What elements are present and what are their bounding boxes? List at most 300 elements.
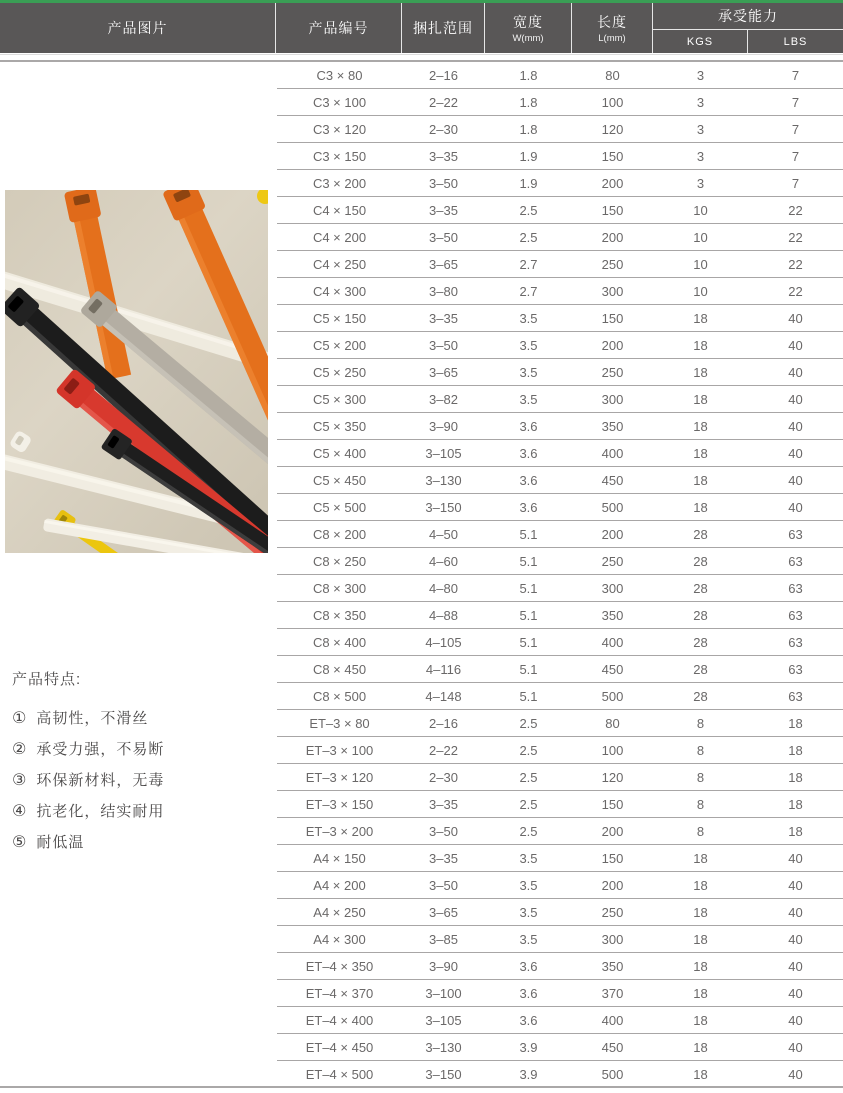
cell-lbs: 40 xyxy=(788,310,803,326)
cell-length: 80 xyxy=(605,67,620,83)
cell-code: C8 × 500 xyxy=(312,688,367,704)
header-width-label: 宽度 xyxy=(513,14,543,30)
cell-range: 4–116 xyxy=(425,661,462,677)
cell-range: 3–80 xyxy=(429,283,458,299)
cell-width: 1.9 xyxy=(519,148,538,164)
cell-code: C5 × 300 xyxy=(312,391,367,407)
cell-length: 250 xyxy=(601,364,624,380)
cell-kgs: 8 xyxy=(696,823,705,839)
cell-range: 3–65 xyxy=(429,904,458,920)
cell-length: 450 xyxy=(601,661,624,677)
cell-length: 200 xyxy=(601,175,624,191)
cell-length: 150 xyxy=(601,796,624,812)
cell-range: 3–35 xyxy=(429,850,458,866)
cell-kgs: 18 xyxy=(693,310,708,326)
cell-length: 300 xyxy=(601,580,624,596)
header-kgs: KGS xyxy=(653,30,748,53)
cell-width: 3.6 xyxy=(519,418,538,434)
cell-range: 3–35 xyxy=(429,796,458,812)
cell-kgs: 10 xyxy=(693,202,708,218)
cell-range: 3–150 xyxy=(425,1067,462,1082)
cell-range: 3–130 xyxy=(425,1039,462,1055)
cell-kgs: 28 xyxy=(693,607,708,623)
table-row xyxy=(277,899,843,926)
cell-lbs: 40 xyxy=(788,364,803,380)
cell-kgs: 10 xyxy=(693,256,708,272)
table-row xyxy=(277,197,843,224)
cell-width: 3.5 xyxy=(519,310,538,326)
cell-range: 4–105 xyxy=(425,634,462,650)
cell-kgs: 18 xyxy=(693,391,708,407)
cell-range: 3–82 xyxy=(429,391,458,407)
cell-code: C8 × 450 xyxy=(312,661,367,677)
cell-code: C5 × 150 xyxy=(312,310,367,326)
table-header xyxy=(0,3,843,53)
feature-item xyxy=(12,702,267,733)
header-width-unit: W(mm) xyxy=(512,33,544,44)
cell-length: 400 xyxy=(601,634,624,650)
cell-code: C3 × 100 xyxy=(312,94,367,110)
cell-kgs: 18 xyxy=(693,364,708,380)
cell-code: C8 × 400 xyxy=(312,634,367,650)
cell-kgs: 10 xyxy=(693,229,708,245)
cell-code: C3 × 80 xyxy=(316,67,363,83)
table-row xyxy=(277,89,843,116)
cell-code: A4 × 300 xyxy=(313,931,366,947)
table-row xyxy=(277,872,843,899)
cell-kgs: 18 xyxy=(693,1067,708,1082)
cell-width: 3.6 xyxy=(519,499,538,515)
cell-kgs: 18 xyxy=(693,472,708,488)
cell-range: 4–50 xyxy=(429,526,458,542)
cell-lbs: 22 xyxy=(788,283,803,299)
cell-range: 2–22 xyxy=(429,94,458,110)
cell-kgs: 28 xyxy=(693,526,708,542)
table-row xyxy=(277,791,843,818)
cell-kgs: 3 xyxy=(696,67,705,83)
header-length-unit: L(mm) xyxy=(598,33,626,44)
cell-width: 3.5 xyxy=(519,850,538,866)
table-row xyxy=(277,251,843,278)
cell-range: 2–30 xyxy=(429,121,458,137)
cell-code: ET–4 × 350 xyxy=(305,958,374,974)
header-capacity xyxy=(653,3,843,53)
cell-length: 250 xyxy=(601,904,624,920)
cell-range: 3–65 xyxy=(429,364,458,380)
cell-length: 400 xyxy=(601,445,624,461)
cell-width: 3.5 xyxy=(519,931,538,947)
cell-range: 3–65 xyxy=(429,256,458,272)
cell-range: 2–22 xyxy=(429,742,458,758)
cell-width: 1.9 xyxy=(519,175,538,191)
table-row xyxy=(277,116,843,143)
feature-text: 高韧性，不滑丝 xyxy=(36,710,149,727)
cell-code: C4 × 200 xyxy=(312,229,367,245)
feature-item xyxy=(12,826,267,857)
table-row xyxy=(277,1061,843,1088)
cell-code: C3 × 150 xyxy=(312,148,367,164)
cell-lbs: 18 xyxy=(788,796,803,812)
cell-width: 2.7 xyxy=(519,256,538,272)
cell-code: A4 × 150 xyxy=(313,850,366,866)
cell-range: 3–90 xyxy=(429,418,458,434)
table-row xyxy=(277,548,843,575)
table-row xyxy=(277,575,843,602)
table-row xyxy=(277,440,843,467)
cell-code: ET–3 × 80 xyxy=(309,715,370,731)
cell-range: 3–150 xyxy=(425,499,462,515)
cell-kgs: 18 xyxy=(693,931,708,947)
cell-code: C4 × 300 xyxy=(312,283,367,299)
table-row xyxy=(277,764,843,791)
cell-length: 200 xyxy=(601,526,624,542)
cell-range: 3–50 xyxy=(429,175,458,191)
header-capacity-label: 承受能力 xyxy=(653,3,843,30)
cell-kgs: 8 xyxy=(696,742,705,758)
cable-ties-illustration xyxy=(5,190,268,553)
table-row xyxy=(277,386,843,413)
cell-code: A4 × 200 xyxy=(313,877,366,893)
cell-kgs: 18 xyxy=(693,850,708,866)
cell-range: 3–35 xyxy=(429,310,458,326)
cell-kgs: 28 xyxy=(693,580,708,596)
cell-kgs: 18 xyxy=(693,418,708,434)
cell-width: 2.5 xyxy=(519,823,538,839)
cell-range: 4–60 xyxy=(429,553,458,569)
table-row xyxy=(277,818,843,845)
cell-range: 4–88 xyxy=(429,607,458,623)
cell-length: 120 xyxy=(601,769,624,785)
cell-range: 3–105 xyxy=(425,1012,462,1028)
cell-code: C8 × 200 xyxy=(312,526,367,542)
feature-number: ⑤ xyxy=(12,833,28,851)
cell-code: C3 × 120 xyxy=(312,121,367,137)
cell-width: 2.5 xyxy=(519,229,538,245)
cell-range: 3–50 xyxy=(429,823,458,839)
cell-kgs: 3 xyxy=(696,175,705,191)
cell-length: 450 xyxy=(601,1039,624,1055)
cell-lbs: 63 xyxy=(788,526,803,542)
cell-lbs: 40 xyxy=(788,472,803,488)
table-bottom-rule xyxy=(0,1086,843,1088)
features-list xyxy=(12,702,267,857)
cell-lbs: 40 xyxy=(788,499,803,515)
cell-lbs: 7 xyxy=(791,148,800,164)
feature-number: ① xyxy=(12,709,28,727)
cell-kgs: 8 xyxy=(696,796,705,812)
cell-width: 3.5 xyxy=(519,877,538,893)
feature-number: ② xyxy=(12,740,28,758)
cell-lbs: 63 xyxy=(788,607,803,623)
cell-kgs: 10 xyxy=(693,283,708,299)
cell-length: 370 xyxy=(601,985,624,1001)
table-row xyxy=(277,1007,843,1034)
cell-width: 3.9 xyxy=(519,1067,538,1082)
feature-item xyxy=(12,733,267,764)
cell-lbs: 40 xyxy=(788,418,803,434)
table-row xyxy=(277,224,843,251)
table-row xyxy=(277,170,843,197)
cell-lbs: 7 xyxy=(791,67,800,83)
product-photo xyxy=(5,190,268,553)
cell-lbs: 18 xyxy=(788,742,803,758)
cell-length: 120 xyxy=(601,121,624,137)
cell-code: C8 × 350 xyxy=(312,607,367,623)
cell-lbs: 40 xyxy=(788,445,803,461)
cell-kgs: 3 xyxy=(696,121,705,137)
cell-length: 80 xyxy=(605,715,620,731)
cell-code: ET–3 × 200 xyxy=(305,823,374,839)
cell-length: 300 xyxy=(601,931,624,947)
table-row xyxy=(277,143,843,170)
cell-lbs: 63 xyxy=(788,634,803,650)
cell-width: 3.5 xyxy=(519,364,538,380)
cell-width: 2.7 xyxy=(519,283,538,299)
cell-lbs: 18 xyxy=(788,823,803,839)
cell-range: 3–85 xyxy=(429,931,458,947)
cell-length: 100 xyxy=(601,742,624,758)
feature-text: 环保新材料，无毒 xyxy=(36,772,165,789)
cell-width: 3.5 xyxy=(519,391,538,407)
cell-width: 3.5 xyxy=(519,904,538,920)
cell-width: 3.6 xyxy=(519,1012,538,1028)
table-row xyxy=(277,1034,843,1061)
cell-length: 150 xyxy=(601,148,624,164)
header-capacity-units xyxy=(653,30,843,53)
cell-lbs: 7 xyxy=(791,175,800,191)
table-row xyxy=(277,413,843,440)
cell-code: ET–4 × 450 xyxy=(305,1039,374,1055)
cell-lbs: 7 xyxy=(791,94,800,110)
cell-kgs: 28 xyxy=(693,688,708,704)
cell-width: 2.5 xyxy=(519,769,538,785)
cell-code: C8 × 300 xyxy=(312,580,367,596)
cell-length: 250 xyxy=(601,553,624,569)
cell-code: ET–4 × 500 xyxy=(305,1067,374,1082)
cell-lbs: 40 xyxy=(788,904,803,920)
feature-item xyxy=(12,795,267,826)
cell-code: C5 × 350 xyxy=(312,418,367,434)
cell-range: 3–130 xyxy=(425,472,462,488)
cell-lbs: 40 xyxy=(788,1067,803,1082)
cell-length: 350 xyxy=(601,958,624,974)
cell-length: 200 xyxy=(601,229,624,245)
cell-lbs: 40 xyxy=(788,1012,803,1028)
cell-kgs: 18 xyxy=(693,877,708,893)
cell-range: 2–16 xyxy=(429,715,458,731)
header-length xyxy=(572,3,653,53)
cell-width: 1.8 xyxy=(519,67,538,83)
cell-width: 3.6 xyxy=(519,472,538,488)
cell-code: C8 × 250 xyxy=(312,553,367,569)
cell-width: 5.1 xyxy=(519,688,538,704)
cell-lbs: 22 xyxy=(788,202,803,218)
cell-length: 200 xyxy=(601,823,624,839)
cell-lbs: 40 xyxy=(788,337,803,353)
header-product-code: 产品编号 xyxy=(276,3,402,53)
cell-kgs: 18 xyxy=(693,904,708,920)
cell-code: ET–3 × 100 xyxy=(305,742,374,758)
cell-kgs: 18 xyxy=(693,445,708,461)
cell-length: 400 xyxy=(601,1012,624,1028)
feature-number: ④ xyxy=(12,802,28,820)
cell-code: C5 × 200 xyxy=(312,337,367,353)
feature-text: 承受力强，不易断 xyxy=(36,741,165,758)
cell-length: 450 xyxy=(601,472,624,488)
cell-width: 5.1 xyxy=(519,526,538,542)
cell-lbs: 7 xyxy=(791,121,800,137)
cell-code: C4 × 250 xyxy=(312,256,367,272)
cell-length: 500 xyxy=(601,1067,624,1082)
cell-kgs: 18 xyxy=(693,1012,708,1028)
cell-kgs: 8 xyxy=(696,715,705,731)
cell-lbs: 40 xyxy=(788,931,803,947)
cell-lbs: 40 xyxy=(788,391,803,407)
header-lbs: LBS xyxy=(783,35,808,48)
cell-kgs: 28 xyxy=(693,553,708,569)
header-binding-range: 捆扎范围 xyxy=(402,3,485,53)
cell-code: C4 × 150 xyxy=(312,202,367,218)
cell-range: 3–105 xyxy=(425,445,462,461)
cell-code: C5 × 500 xyxy=(312,499,367,515)
cell-kgs: 3 xyxy=(696,148,705,164)
cell-lbs: 18 xyxy=(788,769,803,785)
cell-range: 3–50 xyxy=(429,229,458,245)
table-row xyxy=(277,305,843,332)
table-row xyxy=(277,359,843,386)
cell-kgs: 18 xyxy=(693,958,708,974)
cell-width: 5.1 xyxy=(519,607,538,623)
cell-code: C3 × 200 xyxy=(312,175,367,191)
cell-lbs: 22 xyxy=(788,229,803,245)
cell-kgs: 18 xyxy=(693,337,708,353)
table-row xyxy=(277,521,843,548)
cell-length: 200 xyxy=(601,877,624,893)
header-product-image: 产品图片 xyxy=(0,3,276,53)
table-row xyxy=(277,467,843,494)
cell-kgs: 18 xyxy=(693,985,708,1001)
cell-code: A4 × 250 xyxy=(313,904,366,920)
feature-text: 耐低温 xyxy=(36,834,85,851)
cell-lbs: 63 xyxy=(788,580,803,596)
cell-range: 3–90 xyxy=(429,958,458,974)
cell-range: 4–148 xyxy=(425,688,462,704)
cell-code: ET–4 × 370 xyxy=(305,985,374,1001)
cell-lbs: 40 xyxy=(788,1039,803,1055)
cell-range: 4–80 xyxy=(429,580,458,596)
cell-lbs: 40 xyxy=(788,958,803,974)
cell-width: 5.1 xyxy=(519,553,538,569)
cell-length: 300 xyxy=(601,283,624,299)
cell-lbs: 40 xyxy=(788,877,803,893)
table-row xyxy=(277,278,843,305)
cell-range: 3–35 xyxy=(429,202,458,218)
cell-length: 350 xyxy=(601,418,624,434)
cell-length: 150 xyxy=(601,202,624,218)
cell-code: C5 × 400 xyxy=(312,445,367,461)
table-body xyxy=(277,62,843,1088)
cell-code: ET–3 × 150 xyxy=(305,796,374,812)
feature-text: 抗老化，结实耐用 xyxy=(36,803,165,820)
cell-length: 200 xyxy=(601,337,624,353)
product-features xyxy=(12,668,267,857)
cell-range: 2–30 xyxy=(429,769,458,785)
cell-lbs: 18 xyxy=(788,715,803,731)
cell-kgs: 8 xyxy=(696,769,705,785)
feature-item xyxy=(12,764,267,795)
table-row xyxy=(277,953,843,980)
cell-lbs: 40 xyxy=(788,985,803,1001)
table-row xyxy=(277,62,843,89)
cell-range: 3–35 xyxy=(429,148,458,164)
cell-width: 2.5 xyxy=(519,742,538,758)
cell-code: ET–3 × 120 xyxy=(305,769,374,785)
table-row xyxy=(277,602,843,629)
cell-kgs: 28 xyxy=(693,661,708,677)
cell-code: C5 × 450 xyxy=(312,472,367,488)
cell-kgs: 18 xyxy=(693,1039,708,1055)
cell-lbs: 63 xyxy=(788,661,803,677)
cell-width: 5.1 xyxy=(519,580,538,596)
cell-width: 5.1 xyxy=(519,634,538,650)
table-row xyxy=(277,980,843,1007)
cell-length: 500 xyxy=(601,499,624,515)
header-width xyxy=(485,3,572,53)
table-row xyxy=(277,683,843,710)
feature-number: ③ xyxy=(12,771,28,789)
cell-width: 2.5 xyxy=(519,796,538,812)
cell-width: 2.5 xyxy=(519,202,538,218)
header-bottom-rule xyxy=(0,54,843,55)
features-title: 产品特点: xyxy=(12,671,82,688)
cell-length: 250 xyxy=(601,256,624,272)
cell-length: 500 xyxy=(601,688,624,704)
cell-length: 350 xyxy=(601,607,624,623)
cell-code: C5 × 250 xyxy=(312,364,367,380)
table-row xyxy=(277,656,843,683)
cell-length: 300 xyxy=(601,391,624,407)
cell-range: 3–50 xyxy=(429,877,458,893)
cell-kgs: 3 xyxy=(696,94,705,110)
cell-width: 3.6 xyxy=(519,445,538,461)
cell-lbs: 40 xyxy=(788,850,803,866)
table-row xyxy=(277,737,843,764)
header-length-label: 长度 xyxy=(597,14,627,30)
cell-width: 3.6 xyxy=(519,958,538,974)
cell-length: 150 xyxy=(601,310,624,326)
cell-code: ET–4 × 400 xyxy=(305,1012,374,1028)
cell-width: 1.8 xyxy=(519,121,538,137)
cell-width: 2.5 xyxy=(519,715,538,731)
cell-width: 3.9 xyxy=(519,1039,538,1055)
cell-width: 5.1 xyxy=(519,661,538,677)
table-row xyxy=(277,926,843,953)
cell-lbs: 22 xyxy=(788,256,803,272)
cell-range: 3–50 xyxy=(429,337,458,353)
cell-kgs: 28 xyxy=(693,634,708,650)
table-row xyxy=(277,845,843,872)
cell-width: 1.8 xyxy=(519,94,538,110)
cell-range: 2–16 xyxy=(429,67,458,83)
table-row xyxy=(277,494,843,521)
table-row xyxy=(277,332,843,359)
cell-length: 100 xyxy=(601,94,624,110)
cell-length: 150 xyxy=(601,850,624,866)
cell-kgs: 18 xyxy=(693,499,708,515)
table-row xyxy=(277,710,843,737)
cell-lbs: 63 xyxy=(788,688,803,704)
cell-width: 3.5 xyxy=(519,337,538,353)
